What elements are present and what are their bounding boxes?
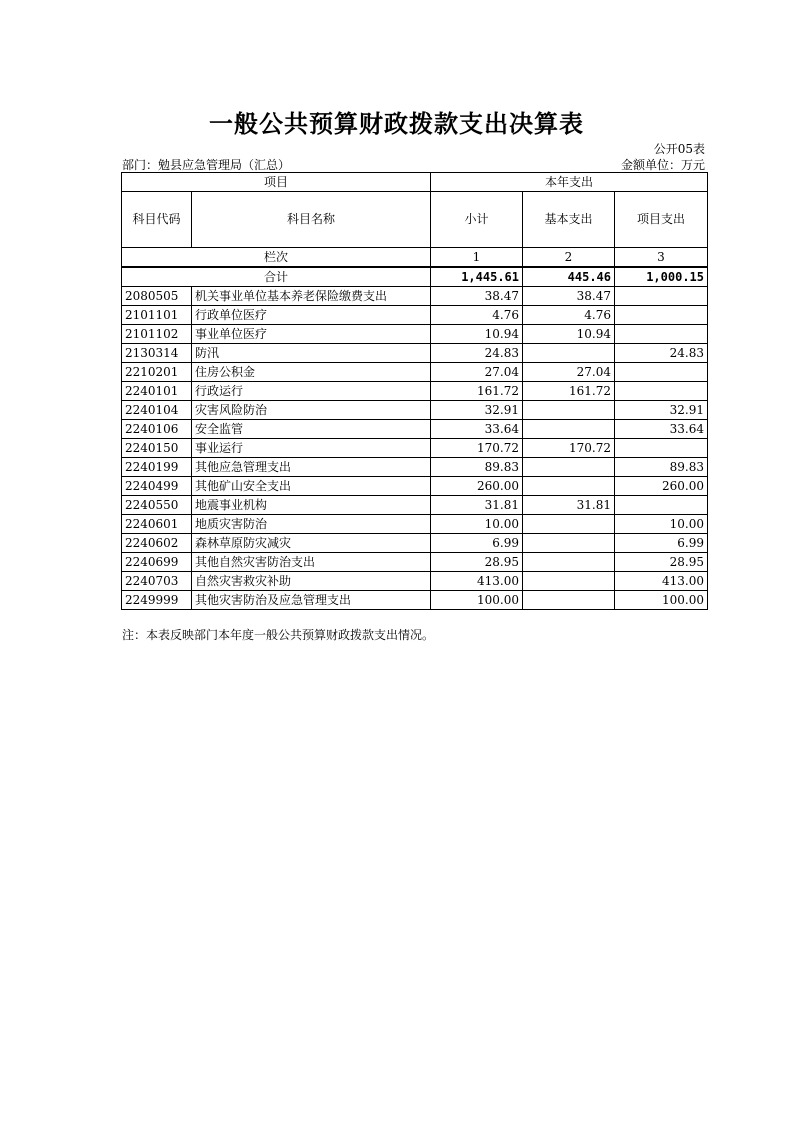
cell-code: 2210201 (122, 363, 192, 382)
total-row (122, 267, 708, 287)
cell-subtotal: 31.81 (431, 496, 523, 515)
cell-name: 地质灾害防治 (192, 515, 431, 534)
cell-project: 24.83 (615, 344, 708, 363)
cell-project: 10.00 (615, 515, 708, 534)
cell-project (615, 325, 708, 344)
column-number-2: 2 (523, 248, 615, 268)
table-row (122, 553, 708, 572)
department-label: 部门：勉县应急管理局（汇总） (122, 158, 291, 172)
cell-subtotal: 170.72 (431, 439, 523, 458)
table-note: 注：本表反映部门本年度一般公共预算财政拨款支出情况。 (122, 628, 435, 642)
form-number: 公开05表 (653, 142, 705, 156)
table-row (122, 439, 708, 458)
table-row (122, 382, 708, 401)
cell-name: 住房公积金 (192, 363, 431, 382)
cell-project (615, 382, 708, 401)
cell-basic: 170.72 (523, 439, 615, 458)
cell-basic (523, 458, 615, 477)
cell-project (615, 496, 708, 515)
cell-project: 260.00 (615, 477, 708, 496)
column-number-1: 1 (431, 248, 523, 268)
cell-subtotal: 10.00 (431, 515, 523, 534)
cell-code: 2101102 (122, 325, 192, 344)
cell-basic (523, 553, 615, 572)
cell-name: 行政单位医疗 (192, 306, 431, 325)
cell-code: 2240150 (122, 439, 192, 458)
cell-basic: 27.04 (523, 363, 615, 382)
table-row (122, 591, 708, 610)
header-current-year: 本年支出 (431, 173, 708, 192)
cell-name: 安全监管 (192, 420, 431, 439)
cell-subtotal: 89.83 (431, 458, 523, 477)
cell-name: 防汛 (192, 344, 431, 363)
header-row-2 (122, 192, 708, 248)
cell-code: 2130314 (122, 344, 192, 363)
cell-code: 2240106 (122, 420, 192, 439)
header-name: 科目名称 (192, 192, 431, 248)
header-basic: 基本支出 (523, 192, 615, 248)
column-label: 栏次 (122, 248, 431, 268)
cell-subtotal: 6.99 (431, 534, 523, 553)
table-row (122, 458, 708, 477)
cell-code: 2240550 (122, 496, 192, 515)
cell-name: 机关事业单位基本养老保险缴费支出 (192, 287, 431, 306)
table-row (122, 515, 708, 534)
cell-basic (523, 572, 615, 591)
cell-basic (523, 591, 615, 610)
cell-basic: 4.76 (523, 306, 615, 325)
table-row (122, 534, 708, 553)
cell-name: 行政运行 (192, 382, 431, 401)
cell-code: 2240104 (122, 401, 192, 420)
table-row (122, 420, 708, 439)
header-project-expense: 项目支出 (615, 192, 708, 248)
cell-basic (523, 534, 615, 553)
header-subtotal: 小计 (431, 192, 523, 248)
cell-name: 事业单位医疗 (192, 325, 431, 344)
cell-code: 2240601 (122, 515, 192, 534)
cell-name: 自然灾害救灾补助 (192, 572, 431, 591)
cell-project: 32.91 (615, 401, 708, 420)
cell-subtotal: 10.94 (431, 325, 523, 344)
cell-project (615, 363, 708, 382)
cell-project: 89.83 (615, 458, 708, 477)
total-label: 合计 (122, 267, 431, 287)
table-row (122, 572, 708, 591)
cell-project: 28.95 (615, 553, 708, 572)
cell-project: 100.00 (615, 591, 708, 610)
cell-basic: 31.81 (523, 496, 615, 515)
cell-name: 其他应急管理支出 (192, 458, 431, 477)
cell-subtotal: 260.00 (431, 477, 523, 496)
cell-project (615, 287, 708, 306)
table-row (122, 363, 708, 382)
total-basic: 445.46 (523, 267, 615, 287)
cell-project (615, 439, 708, 458)
cell-basic: 10.94 (523, 325, 615, 344)
table-row (122, 306, 708, 325)
cell-name: 灾害风险防治 (192, 401, 431, 420)
cell-code: 2080505 (122, 287, 192, 306)
cell-code: 2240499 (122, 477, 192, 496)
cell-basic (523, 401, 615, 420)
header-code: 科目代码 (122, 192, 192, 248)
cell-basic: 161.72 (523, 382, 615, 401)
table-row (122, 401, 708, 420)
cell-subtotal: 27.04 (431, 363, 523, 382)
header-project: 项目 (122, 173, 431, 192)
cell-name: 其他自然灾害防治支出 (192, 553, 431, 572)
table-row (122, 477, 708, 496)
table-row (122, 325, 708, 344)
cell-subtotal: 24.83 (431, 344, 523, 363)
total-subtotal: 1,445.61 (431, 267, 523, 287)
cell-code: 2101101 (122, 306, 192, 325)
cell-subtotal: 33.64 (431, 420, 523, 439)
cell-code: 2240703 (122, 572, 192, 591)
unit-label: 金额单位：万元 (620, 158, 705, 172)
cell-subtotal: 161.72 (431, 382, 523, 401)
cell-basic: 38.47 (523, 287, 615, 306)
cell-basic (523, 420, 615, 439)
cell-code: 2240699 (122, 553, 192, 572)
table-row (122, 287, 708, 306)
cell-subtotal: 32.91 (431, 401, 523, 420)
cell-subtotal: 28.95 (431, 553, 523, 572)
table-row (122, 344, 708, 363)
cell-code: 2240199 (122, 458, 192, 477)
column-number-row (122, 248, 708, 268)
cell-subtotal: 413.00 (431, 572, 523, 591)
cell-basic (523, 515, 615, 534)
cell-basic (523, 477, 615, 496)
cell-project: 33.64 (615, 420, 708, 439)
cell-subtotal: 4.76 (431, 306, 523, 325)
cell-name: 地震事业机构 (192, 496, 431, 515)
cell-project: 413.00 (615, 572, 708, 591)
cell-project (615, 306, 708, 325)
cell-name: 其他灾害防治及应急管理支出 (192, 591, 431, 610)
total-project: 1,000.15 (615, 267, 708, 287)
cell-code: 2249999 (122, 591, 192, 610)
cell-code: 2240602 (122, 534, 192, 553)
cell-name: 森林草原防灾减灾 (192, 534, 431, 553)
table-row (122, 496, 708, 515)
cell-project: 6.99 (615, 534, 708, 553)
cell-subtotal: 100.00 (431, 591, 523, 610)
header-row-1 (122, 173, 708, 192)
cell-code: 2240101 (122, 382, 192, 401)
cell-basic (523, 344, 615, 363)
cell-subtotal: 38.47 (431, 287, 523, 306)
expenditure-table (121, 172, 708, 610)
column-number-3: 3 (615, 248, 708, 268)
page-title: 一般公共预算财政拨款支出决算表 (209, 110, 584, 138)
cell-name: 其他矿山安全支出 (192, 477, 431, 496)
cell-name: 事业运行 (192, 439, 431, 458)
